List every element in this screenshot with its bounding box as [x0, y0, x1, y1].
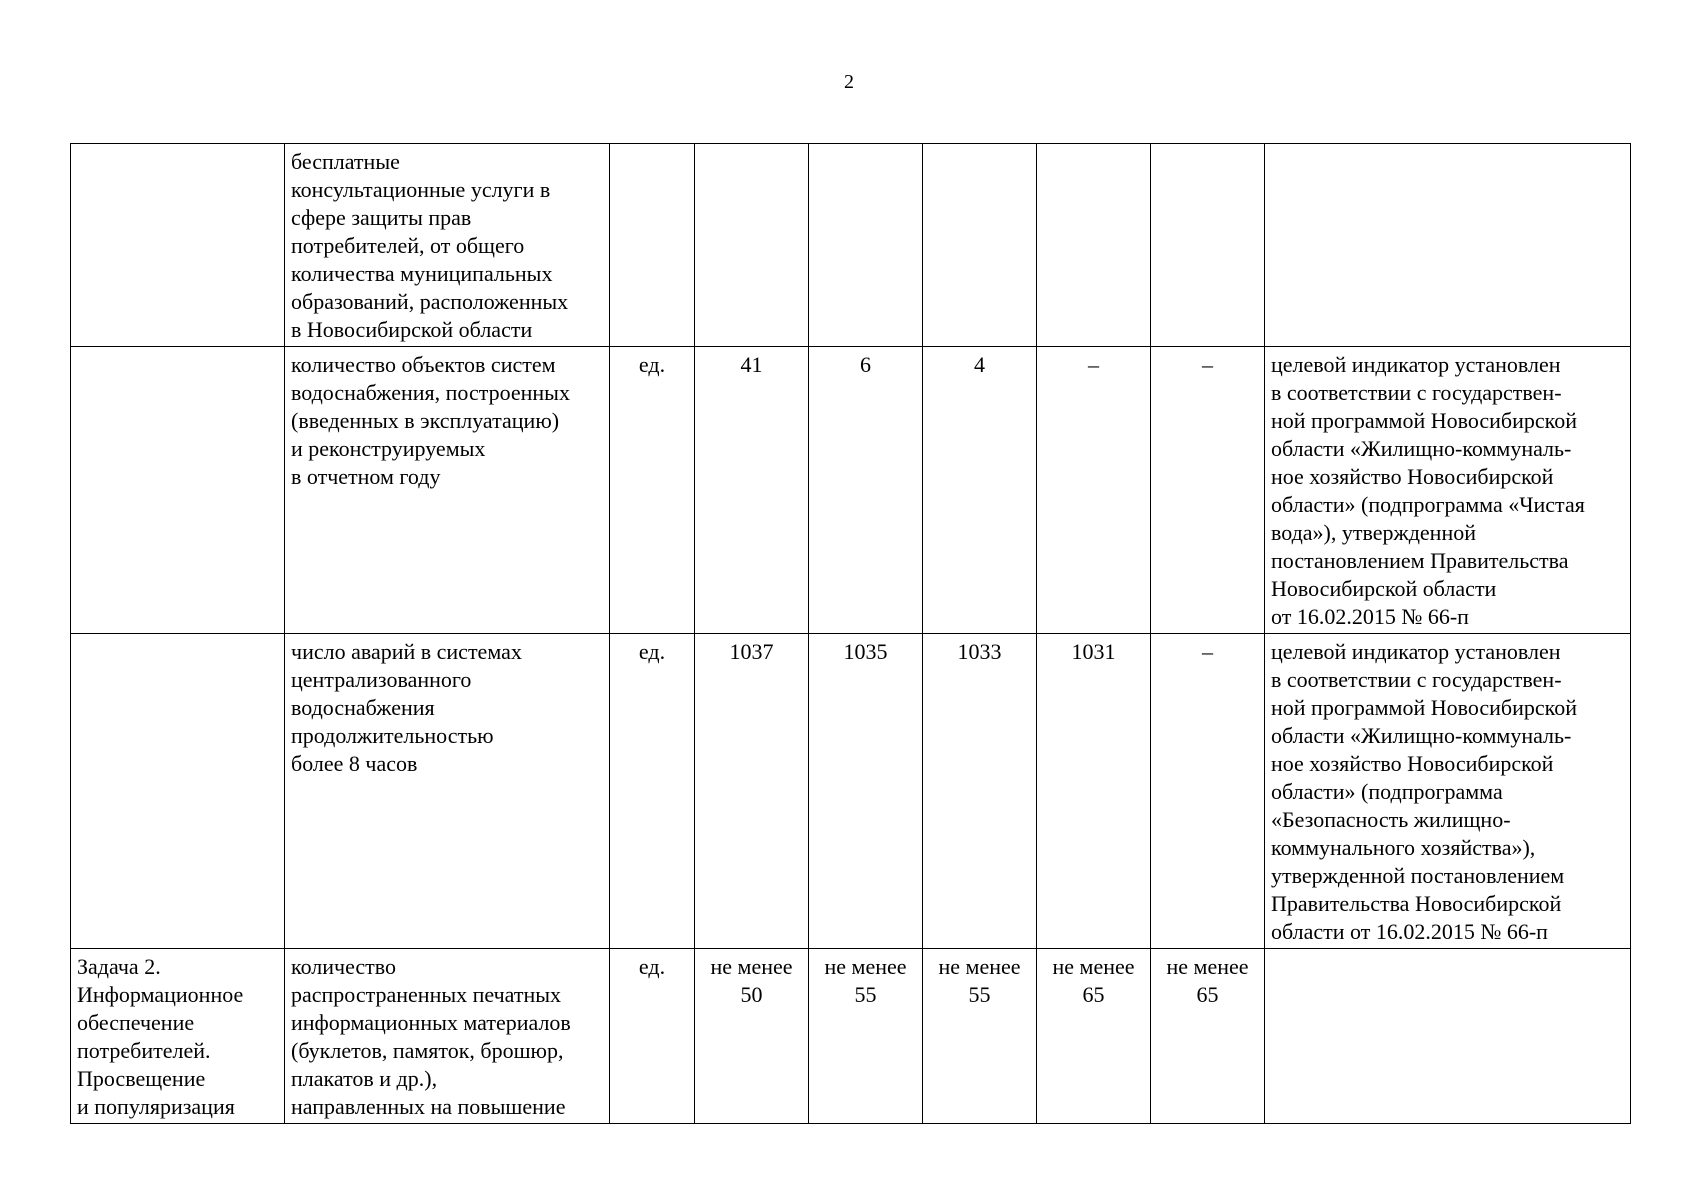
task-cell	[71, 144, 285, 347]
value-cell: не менее 55	[923, 949, 1037, 1124]
unit-cell: ед.	[610, 347, 695, 634]
value-cell	[1151, 144, 1265, 347]
value-cell: 1035	[809, 634, 923, 949]
value-cell: –	[1151, 347, 1265, 634]
unit-cell: ед.	[610, 949, 695, 1124]
table-row	[71, 347, 1631, 634]
note-cell: целевой индикатор установлен в соответствии с государствен- ной программой Новосибирской области «Жилищно-коммуналь- ное хозяйство Новосибирской области» (подпрограмма «Безопасность жилищно- коммунального хозяйства»), утвержденной постановлением Правительства Новосибирской области от 16.02.2015 № 66-п	[1265, 634, 1631, 949]
value-cell: 4	[923, 347, 1037, 634]
indicators-table	[70, 143, 1631, 1124]
value-cell: не менее 65	[1037, 949, 1151, 1124]
value-cell: 1031	[1037, 634, 1151, 949]
indicator-cell: число аварий в системах централизованного водоснабжения продолжительностью более 8 часов	[285, 634, 610, 949]
value-cell	[695, 144, 809, 347]
value-cell: не менее 65	[1151, 949, 1265, 1124]
value-cell: не менее 50	[695, 949, 809, 1124]
table-row	[71, 144, 1631, 347]
note-cell: целевой индикатор установлен в соответствии с государствен- ной программой Новосибирской области «Жилищно-коммуналь- ное хозяйство Новосибирской области» (подпрограмма «Чистая вода»), утвержденной постановлением Правительства Новосибирской области от 16.02.2015 № 66-п	[1265, 347, 1631, 634]
unit-cell	[610, 144, 695, 347]
task-cell: Задача 2. Информационное обеспечение потребителей. Просвещение и популяризация	[71, 949, 285, 1124]
value-cell: 6	[809, 347, 923, 634]
table-row	[71, 949, 1631, 1124]
task-cell	[71, 634, 285, 949]
note-cell	[1265, 144, 1631, 347]
value-cell: 1033	[923, 634, 1037, 949]
indicator-cell: количество распространенных печатных информационных материалов (буклетов, памяток, брошюр, плакатов и др.), направленных на повышение	[285, 949, 610, 1124]
value-cell: не менее 55	[809, 949, 923, 1124]
task-cell	[71, 347, 285, 634]
indicator-cell: бесплатные консультационные услуги в сфере защиты прав потребителей, от общего количества муниципальных образований, расположенных в Новосибирской области	[285, 144, 610, 347]
value-cell: 1037	[695, 634, 809, 949]
page-number: 2	[844, 71, 854, 93]
unit-cell: ед.	[610, 634, 695, 949]
value-cell: 41	[695, 347, 809, 634]
value-cell: –	[1151, 634, 1265, 949]
indicator-cell: количество объектов систем водоснабжения, построенных (введенных в эксплуатацию) и реконструируемых в отчетном году	[285, 347, 610, 634]
note-cell	[1265, 949, 1631, 1124]
value-cell	[923, 144, 1037, 347]
value-cell: –	[1037, 347, 1151, 634]
table-row	[71, 634, 1631, 949]
value-cell	[1037, 144, 1151, 347]
value-cell	[809, 144, 923, 347]
